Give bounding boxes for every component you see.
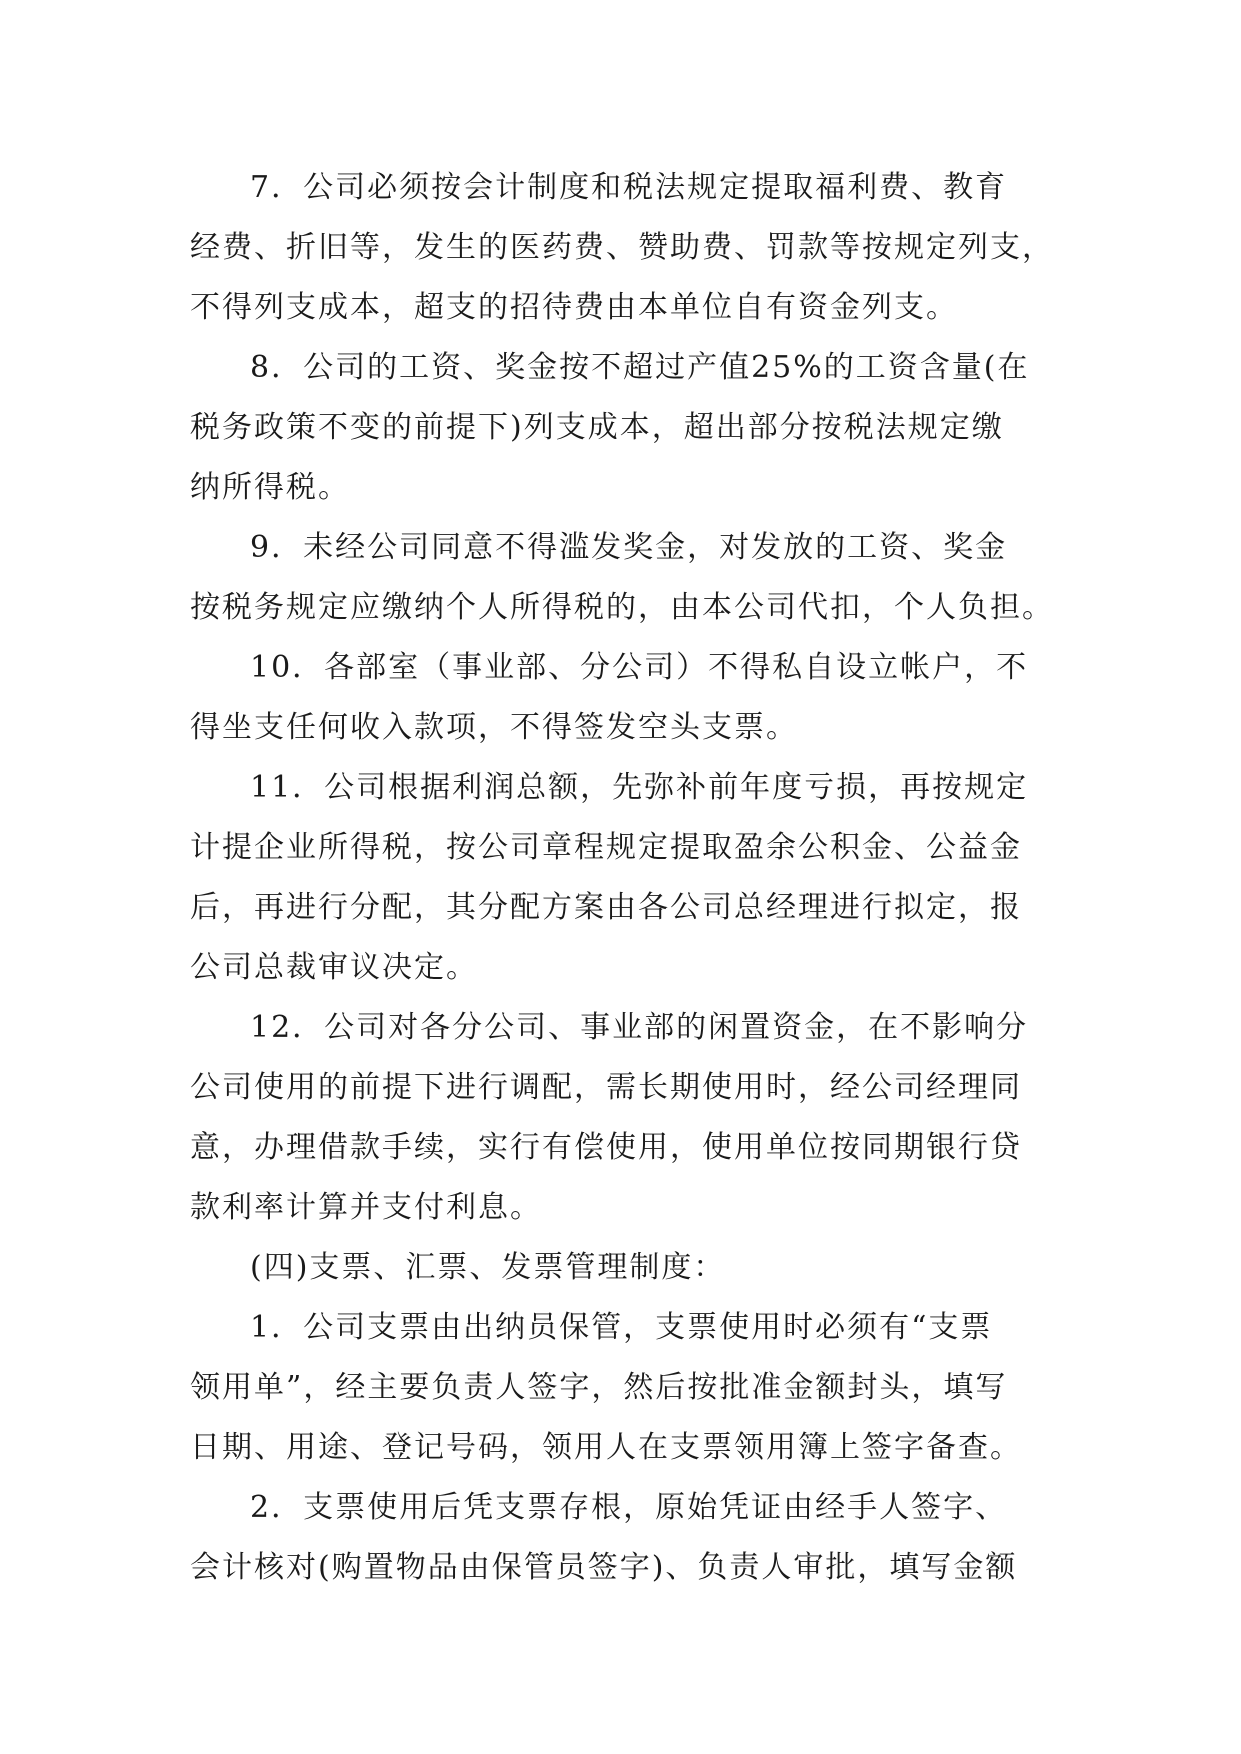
text-line: 纳所得税。 [190, 470, 350, 505]
text-line: 领用单”，经主要负责人签字，然后按批准金额封头，填写 [190, 1370, 1008, 1405]
text-line: 计提企业所得税，按公司章程规定提取盈余公积金、公益金 [190, 830, 1022, 865]
text-line: 按税务规定应缴纳个人所得税的，由本公司代扣，个人负担。 [190, 590, 1054, 625]
text-line: 会计核对(购置物品由保管员签字)、负责人审批，填写金额 [190, 1550, 1018, 1585]
text-line: 8．公司的工资、奖金按不超过产值25%的工资含量(在 [250, 350, 1030, 385]
text-line: 款利率计算并支付利息。 [190, 1190, 542, 1225]
text-line: 2．支票使用后凭支票存根，原始凭证由经手人签字、 [250, 1490, 1008, 1525]
text-line: 公司使用的前提下进行调配，需长期使用时，经公司经理同 [190, 1070, 1022, 1105]
text-line: 9．未经公司同意不得滥发奖金，对发放的工资、奖金 [250, 530, 1008, 565]
text-line: 7．公司必须按会计制度和税法规定提取福利费、教育 [250, 170, 1008, 205]
text-line: 经费、折旧等，发生的医药费、赞助费、罚款等按规定列支， [190, 230, 1054, 265]
text-line: 12．公司对各分公司、事业部的闲置资金，在不影响分 [250, 1010, 1029, 1045]
text-line: 不得列支成本，超支的招待费由本单位自有资金列支。 [190, 290, 958, 325]
text-line: 日期、用途、登记号码，领用人在支票领用簿上签字备查。 [190, 1430, 1022, 1465]
text-line: 后，再进行分配，其分配方案由各公司总经理进行拟定，报 [190, 890, 1022, 925]
text-line: 10．各部室（事业部、分公司）不得私自设立帐户，不 [250, 650, 1029, 685]
text-line: 公司总裁审议决定。 [190, 950, 478, 985]
text-line: 税务政策不变的前提下)列支成本，超出部分按税法规定缴 [190, 410, 1004, 445]
text-line: 1．公司支票由出纳员保管，支票使用时必须有“支票 [250, 1310, 993, 1345]
document-body [190, 158, 1054, 1598]
text-line: 得坐支任何收入款项，不得签发空头支票。 [190, 710, 798, 745]
text-line: 意，办理借款手续，实行有偿使用，使用单位按同期银行贷 [190, 1130, 1022, 1165]
text-line: 11．公司根据利润总额，先弥补前年度亏损，再按规定 [250, 770, 1029, 805]
section-heading: (四)支票、汇票、发票管理制度： [250, 1250, 726, 1285]
